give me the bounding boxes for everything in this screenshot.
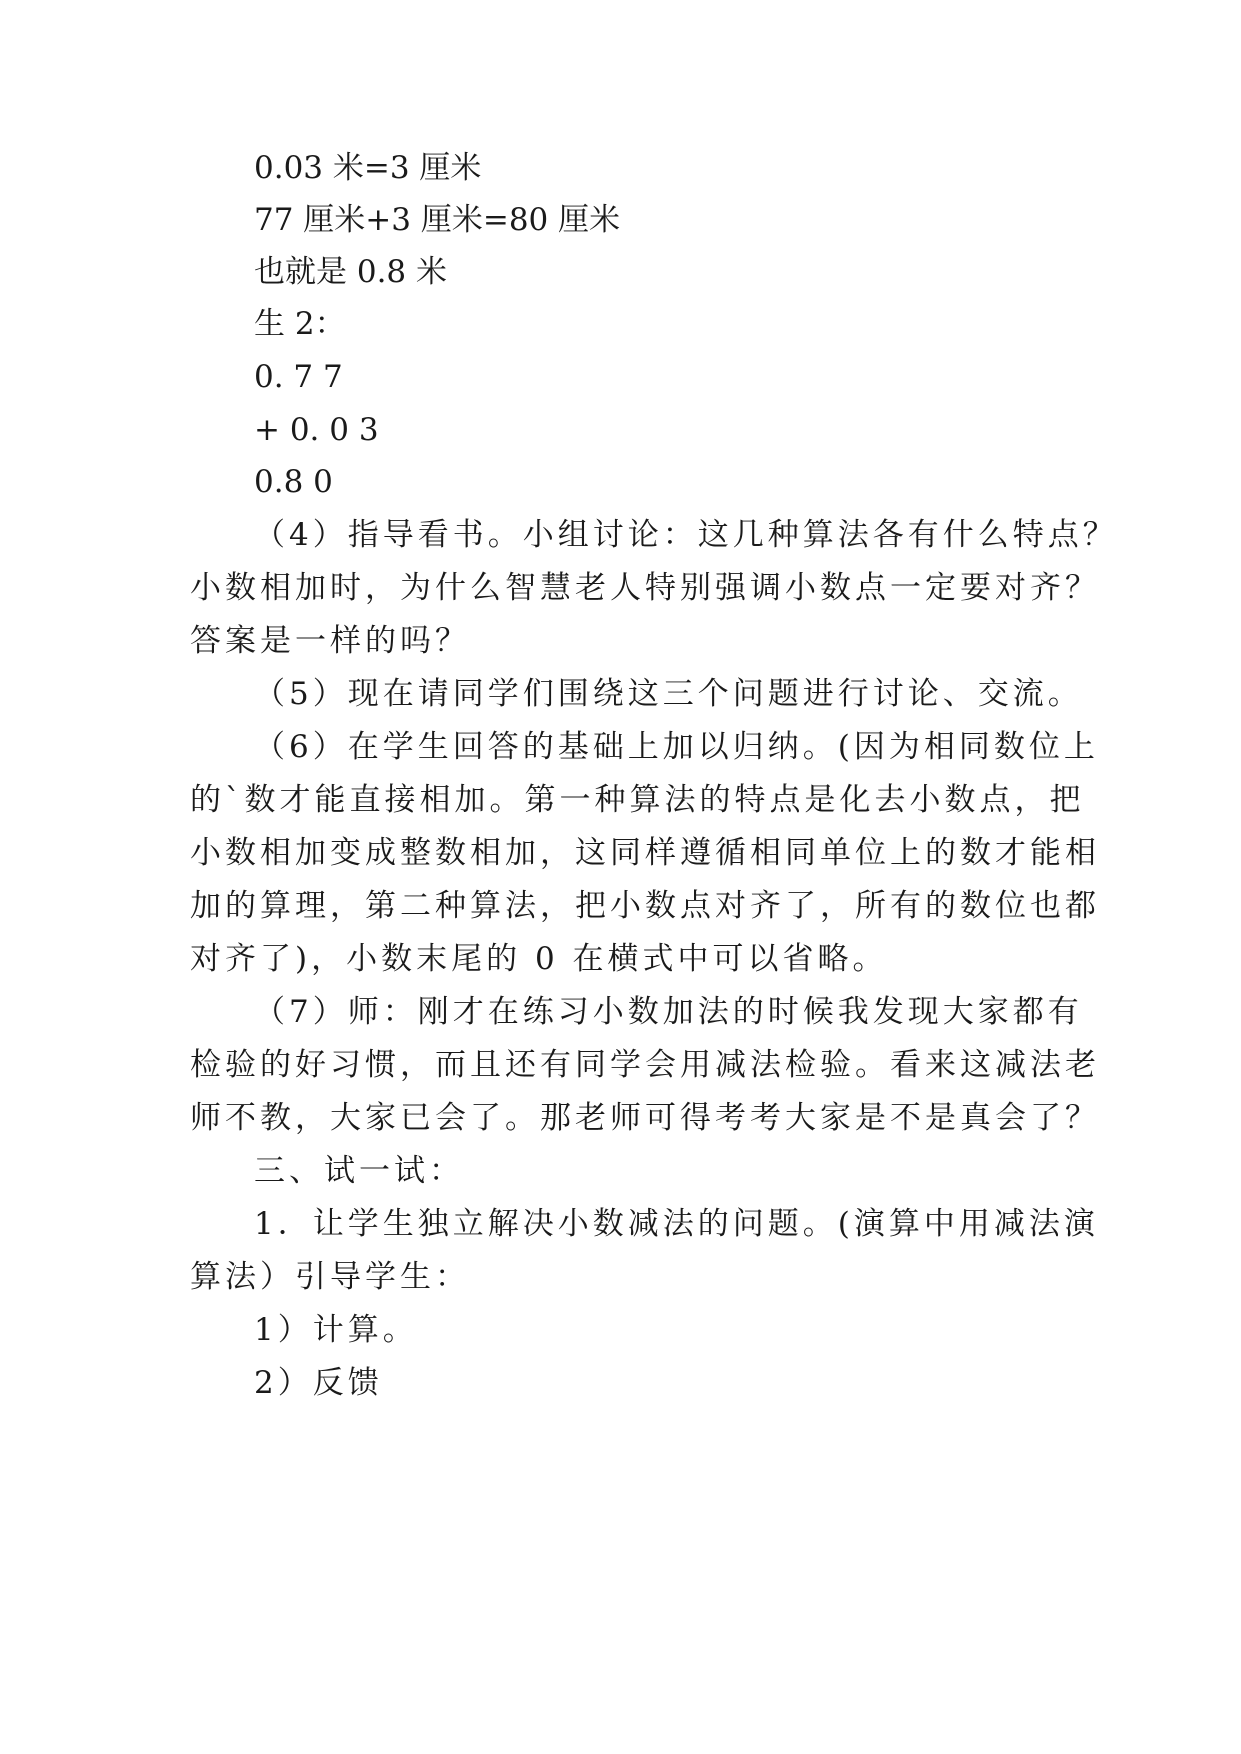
section-3-heading: 三、试一试：	[254, 1153, 464, 1189]
substep-2: 2）反馈	[254, 1365, 383, 1401]
calc-line-3: 也就是 0.8 米	[254, 254, 448, 290]
calc-line-1: 0.03 米=3 厘米	[254, 150, 482, 186]
vertical-calc-result: 0.8 0	[254, 464, 333, 500]
paragraph-6-line-5: 对齐了)，小数末尾的 0 在横式中可以省略。	[190, 941, 888, 977]
student-2-label: 生 2：	[254, 306, 346, 342]
paragraph-7-line-1: （7）师：刚才在练习小数加法的时候我发现大家都有	[254, 994, 1083, 1030]
calc-line-2: 77 厘米+3 厘米=80 厘米	[254, 202, 621, 238]
paragraph-7-line-3: 师不教，大家已会了。那老师可得考考大家是不是真会了？	[190, 1100, 1100, 1136]
vertical-calc-line-1: 0. 7 7	[254, 359, 343, 395]
paragraph-6-line-2: 的`数才能直接相加。第一种算法的特点是化去小数点，把	[190, 782, 1085, 818]
paragraph-4-line-3: 答案是一样的吗？	[190, 623, 470, 659]
step-1-line-2: 算法）引导学生：	[190, 1259, 470, 1295]
vertical-calc-line-2: + 0. 0 3	[254, 412, 379, 448]
paragraph-6-line-1: （6）在学生回答的基础上加以归纳。(因为相同数位上	[254, 729, 1099, 765]
paragraph-6-line-3: 小数相加变成整数相加，这同样遵循相同单位上的数才能相	[190, 835, 1100, 871]
paragraph-4-line-1: （4）指导看书。小组讨论：这几种算法各有什么特点？	[254, 517, 1118, 553]
paragraph-6-line-4: 加的算理，第二种算法，把小数点对齐了，所有的数位也都	[190, 888, 1100, 924]
paragraph-5: （5）现在请同学们围绕这三个问题进行讨论、交流。	[254, 676, 1083, 712]
substep-1: 1）计算。	[254, 1312, 418, 1348]
paragraph-4-line-2: 小数相加时，为什么智慧老人特别强调小数点一定要对齐？	[190, 570, 1100, 606]
step-1-line-1: 1．让学生独立解决小数减法的问题。(演算中用减法演	[254, 1206, 1099, 1242]
paragraph-7-line-2: 检验的好习惯，而且还有同学会用减法检验。看来这减法老	[190, 1047, 1100, 1083]
